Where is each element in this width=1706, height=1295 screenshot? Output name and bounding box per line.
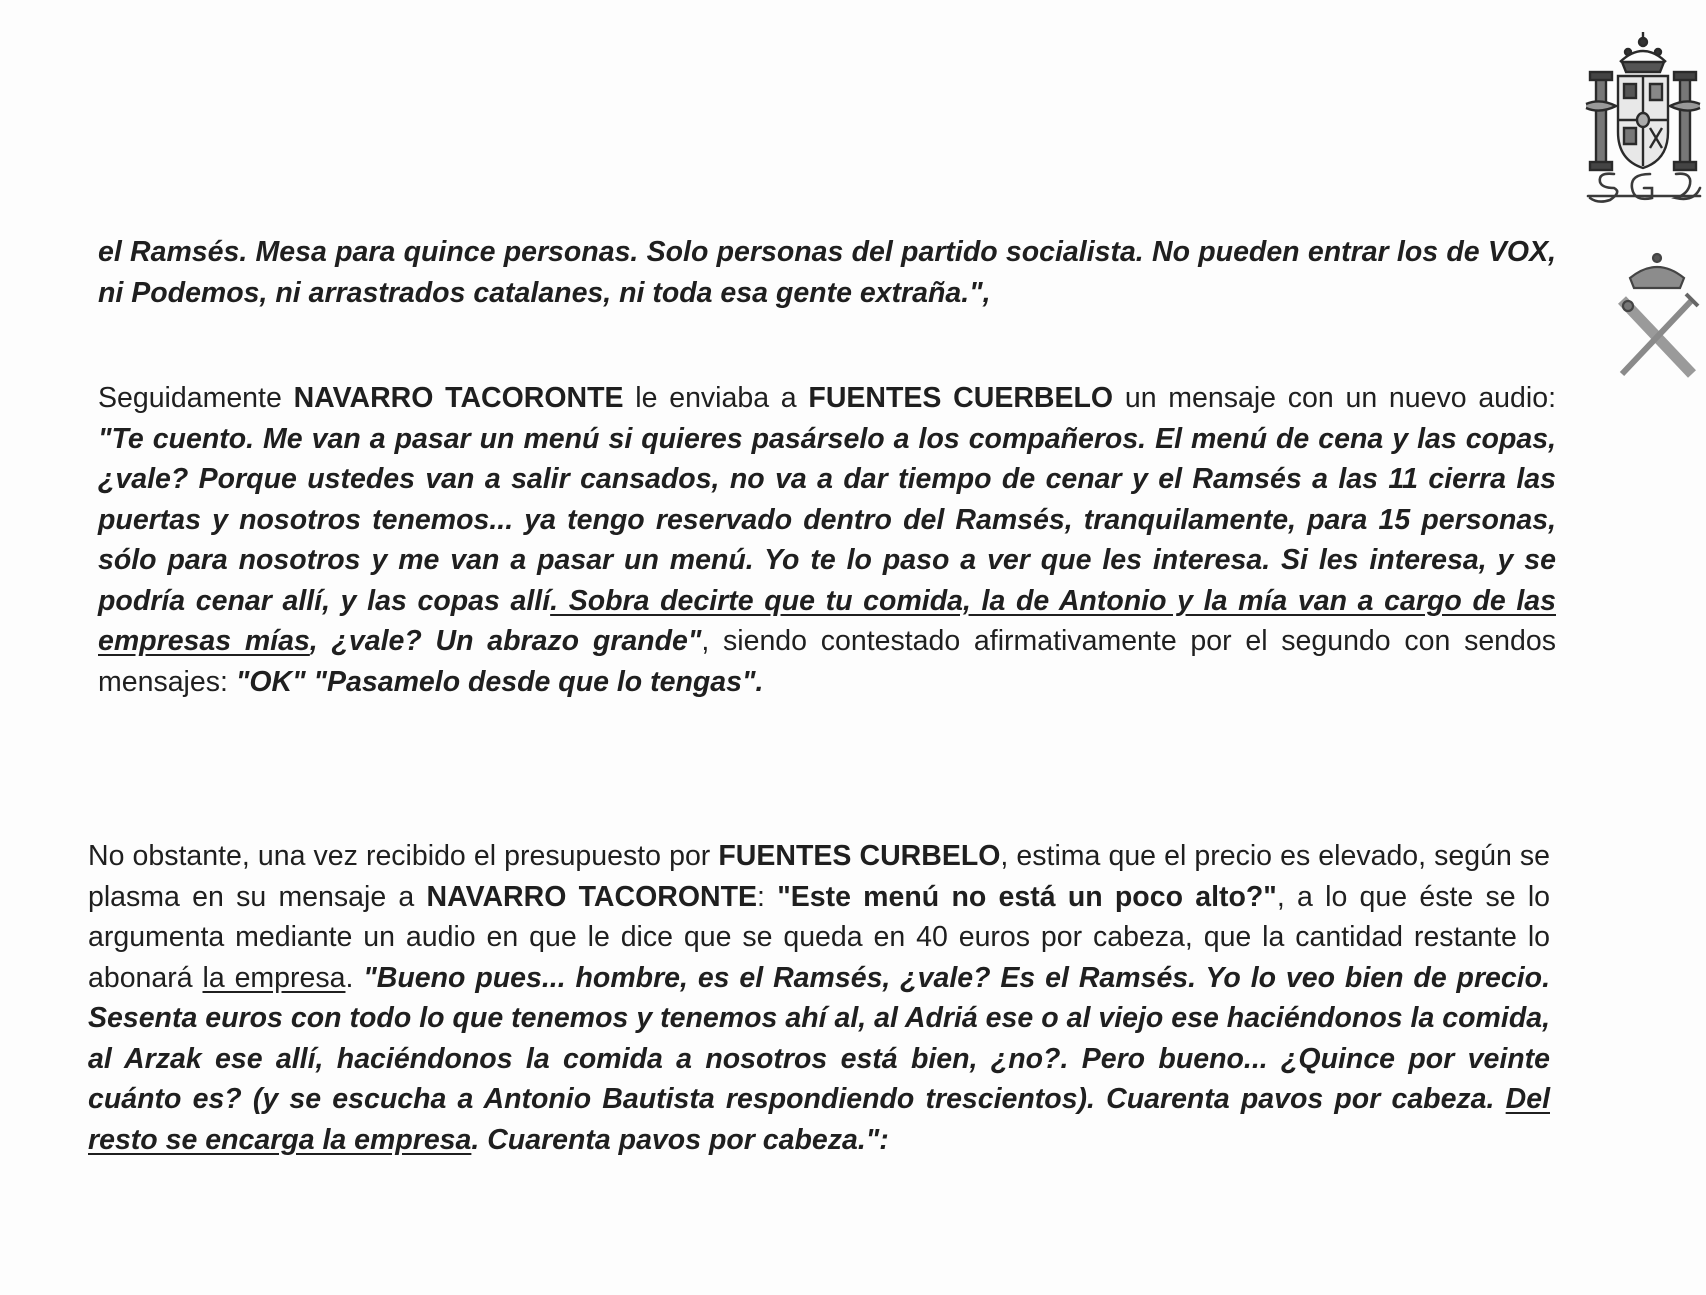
text-segment: Seguidamente xyxy=(98,382,294,414)
text-segment: No obstante, una vez recibido el presupuesto por xyxy=(88,840,719,872)
text-segment: , siendo contestado afirmativamente por el segundo con sendos mensajes: xyxy=(98,625,1556,698)
text-segment: , ¿vale? Un abrazo grande" xyxy=(309,625,702,657)
paragraph-3 xyxy=(88,836,1550,1160)
text-segment: , estima que el precio es elevado, según se plasma en su mensaje a xyxy=(88,840,1550,913)
text-segment: "Te cuento. Me van a pasar un menú si quieres pasárselo a los compañeros. El menú de cena y las copas, ¿vale? Porque ustedes van a salir cansados, no va a dar tiempo de cenar y el Ramsés a las 11 cierra las puertas y nosotros tenemos... ya tengo reservado dentro del Ramsés, tranquilamente, para 15 personas, sólo para nosotros y me van a pasar un menú. Yo te lo paso a ver que les interesa. Si les interesa, y se podría cenar allí, y las copas allí xyxy=(98,422,1556,617)
text-segment: la empresa xyxy=(202,961,346,994)
text-segment: el Ramsés. Mesa para quince personas. Solo personas del partido socialista. No pueden entrar los de VOX, ni Podemos, ni arrastrados catalanes, ni toda esa gente extraña.", xyxy=(98,236,1556,309)
text-segment: , a lo que éste se lo argumenta mediante un audio en que le dice que se queda en 40 euros por cabeza, que la cantidad restante lo abonará xyxy=(88,880,1551,994)
text-segment: . Cuarenta pavos por cabeza.": xyxy=(471,1123,889,1156)
text-segment: "Este menú no está un poco alto?" xyxy=(777,880,1277,913)
text-segment: "Bueno pues... hombre, es el Ramsés, ¿vale? Es el Ramsés. Yo lo veo bien de precio. Sesenta euros con todo lo que tenemos y tenemos ahí al, al Adriá ese o al viejo ese haciéndonos la comida, al Arzak ese allí, haciéndonos la comida a nosotros está bien, ¿no?. Pero bueno... ¿Quince por veinte cuánto es? (y se escucha a Antonio Bautista respondiendo trescientos). Cuarenta pavos por cabeza. xyxy=(88,961,1551,1115)
text-segment: le enviaba a xyxy=(623,382,809,414)
text-segment: NAVARRO TACORONTE xyxy=(426,880,758,913)
paragraph-2 xyxy=(98,378,1556,702)
text-segment: . Sobra decirte que tu comida, la de Antonio y la mía van a cargo de las empresas mías xyxy=(98,584,1556,657)
text-segment: . xyxy=(345,961,364,994)
guardia-civil-emblem-icon xyxy=(1608,248,1706,388)
text-segment: NAVARRO TACORONTE xyxy=(293,382,624,414)
text-segment: "OK" "Pasamelo desde que lo tengas". xyxy=(235,665,764,698)
coat-of-arms-icon xyxy=(1580,28,1706,208)
text-segment: FUENTES CURBELO xyxy=(718,840,1001,872)
text-segment: : xyxy=(757,880,778,913)
text-segment: FUENTES CUERBELO xyxy=(808,382,1114,414)
text-segment: un mensaje con un nuevo audio: xyxy=(1113,382,1556,414)
paragraph-1 xyxy=(98,232,1556,313)
text-segment: Del resto se encarga la empresa xyxy=(88,1083,1550,1156)
